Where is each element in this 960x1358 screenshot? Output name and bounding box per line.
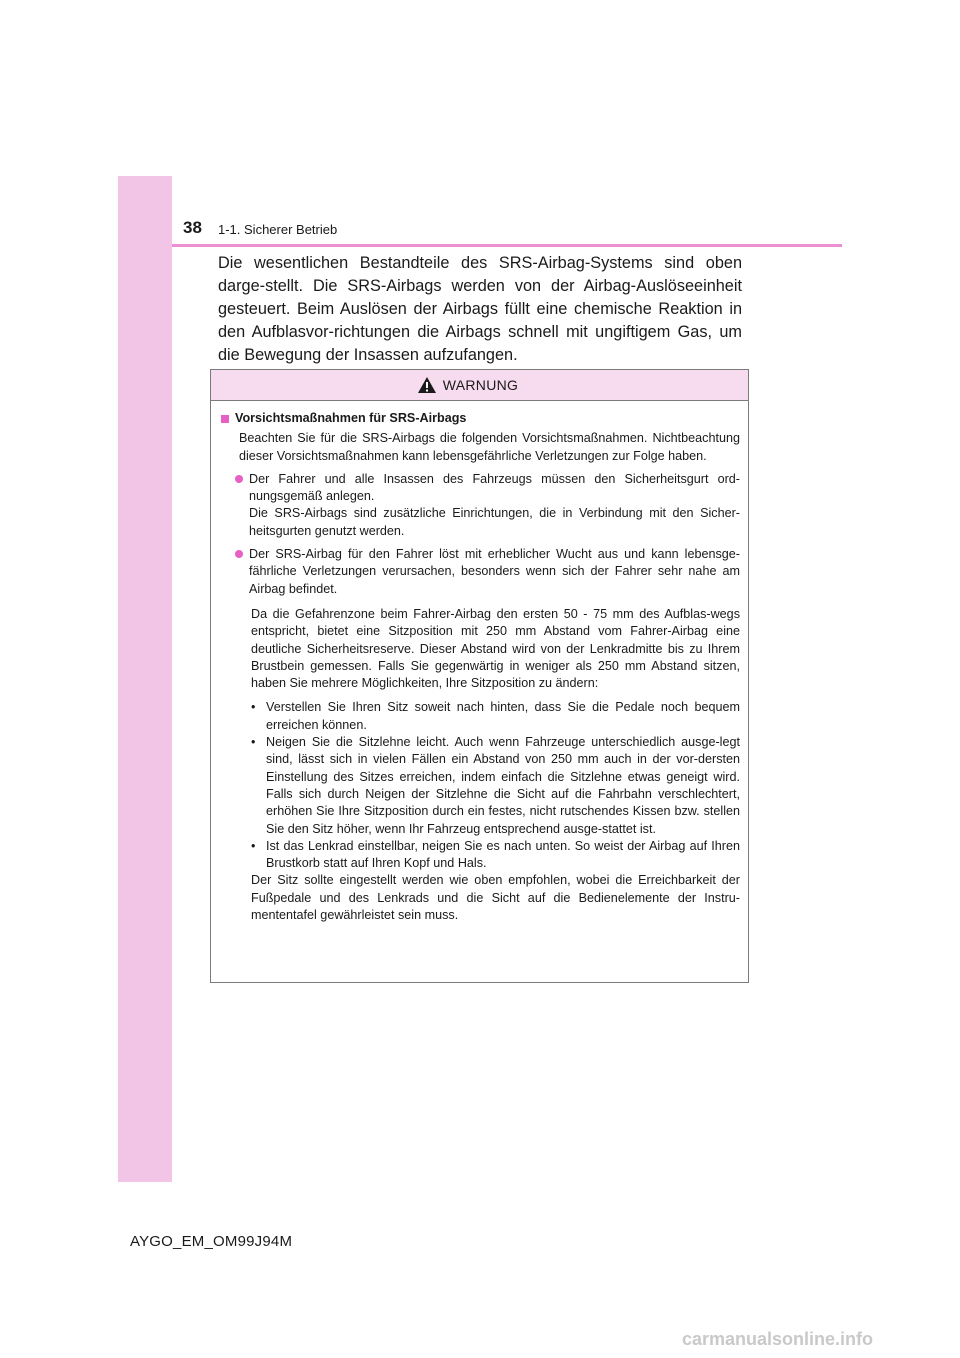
watermark: carmanualsonline.info xyxy=(682,1329,874,1349)
dot-mark: • xyxy=(251,700,256,715)
warning-heading-row xyxy=(221,410,740,427)
warning-title: WARNUNG xyxy=(442,377,519,393)
circle-bullet-icon xyxy=(235,475,243,483)
bullet-content xyxy=(249,546,740,598)
dot-mark: • xyxy=(251,735,256,750)
warning-heading: Vorsichtsmaßnahmen für SRS-Airbags xyxy=(235,411,467,425)
bullet-content xyxy=(249,471,740,540)
bullet-item xyxy=(235,546,740,598)
bullet-item xyxy=(235,471,740,540)
dot-mark: • xyxy=(251,838,256,853)
page-number: 38 xyxy=(183,218,202,237)
sub-list-item: • Neigen Sie die Sitzlehne leicht. Auch wenn Fahrzeuge unterschiedlich ausge-legt sind, lässt sich in vielen Fällen ein Abstand von 250 mm auch in der vor-dersten Einstellung des Sitzes erreichen, indem einfach die Sitzlehne etwas geneigt wird. Falls sich durch Neigen der Sitzlehne die Sicht auf die Fahrbahn verschlechtert, erhöhen Sie Ihre Sitzposition durch ein festes, nicht rutschendes Kissen bzw. stellen Sie den Sitz höher, wenn Ihr Fahrzeug entsprechend ausge-stattet ist. xyxy=(251,734,740,838)
warning-body xyxy=(211,401,748,924)
document-code: AYGO_EM_OM99J94M xyxy=(130,1233,293,1250)
section-title: 1-1. Sicherer Betrieb xyxy=(218,222,338,237)
bullet-text: Der Fahrer und alle Insassen des Fahrzeugs müssen den Sicherheitsgurt ord-nungsgemäß anlegen. xyxy=(249,471,740,504)
sub-list xyxy=(251,699,740,872)
intro-paragraph: Die wesentlichen Bestandteile des SRS-Airbag-Systems sind oben darge-stellt. Die SRS-Airbags werden von der Airbag-Auslöseeinheit gesteuert. Beim Auslösen der Airbags füllt eine chemische Reaktion in den Aufblasvor-richtungen die Airbags schnell mit ungiftigem Gas, um die Bewegung der Insassen aufzufangen. xyxy=(218,254,742,364)
side-color-band xyxy=(118,176,172,1182)
square-bullet-icon xyxy=(221,415,229,423)
bullet-text: Der SRS-Airbag für den Fahrer löst mit erheblicher Wucht aus und kann lebensge-fährliche Verletzungen verursachen, besonders wenn sich der Fahrer sehr nahe am Airbag befindet. xyxy=(249,547,740,596)
warning-box xyxy=(210,369,749,983)
header-rule xyxy=(172,244,842,247)
circle-bullet-icon xyxy=(235,550,243,558)
detail-paragraph: Da die Gefahrenzone beim Fahrer-Airbag den ersten 50 - 75 mm des Aufblas-wegs entspricht, bietet eine Sitzposition mit 250 mm Abstand vom Fahrer-Airbag eine deutliche Sicherheitsreserve. Dieser Abstand wird von der Lenkradmitte bis zu Ihrem Brustbein gemessen. Falls Sie gegenwärtig in weniger als 250 mm Abstand sitzen, haben Sie mehrere Möglichkeiten, Ihre Sitzposition zu ändern: xyxy=(251,606,740,691)
sub-list-item: • Verstellen Sie Ihren Sitz soweit nach hinten, dass Sie die Pedale noch bequem erreichen können. xyxy=(251,699,740,734)
warning-intro-paragraph: Beachten Sie für die SRS-Airbags die folgenden Vorsichtsmaßnahmen. Nichtbeachtung dieser Vorsichtsmaßnahmen kann lebensgefährliche Verletzungen zur Folge haben. xyxy=(239,431,740,463)
warning-triangle-icon xyxy=(417,376,437,394)
warning-header xyxy=(211,370,748,401)
sub-list-item: • Ist das Lenkrad einstellbar, neigen Sie es nach unten. So weist der Airbag auf Ihren Brustkorb statt auf Ihren Kopf und Hals. xyxy=(251,838,740,873)
bullet-text: Die SRS-Airbags sind zusätzliche Einrichtungen, die in Verbindung mit den Sicher-heitsgurten genutzt werden. xyxy=(249,506,740,538)
closing-paragraph: Der Sitz sollte eingestellt werden wie oben empfohlen, wobei die Erreichbarkeit der Fußpedale und des Lenkrads und die Sicht auf die Bedienelemente der Instru-mententafel gewährleistet sein muss. xyxy=(251,873,740,923)
